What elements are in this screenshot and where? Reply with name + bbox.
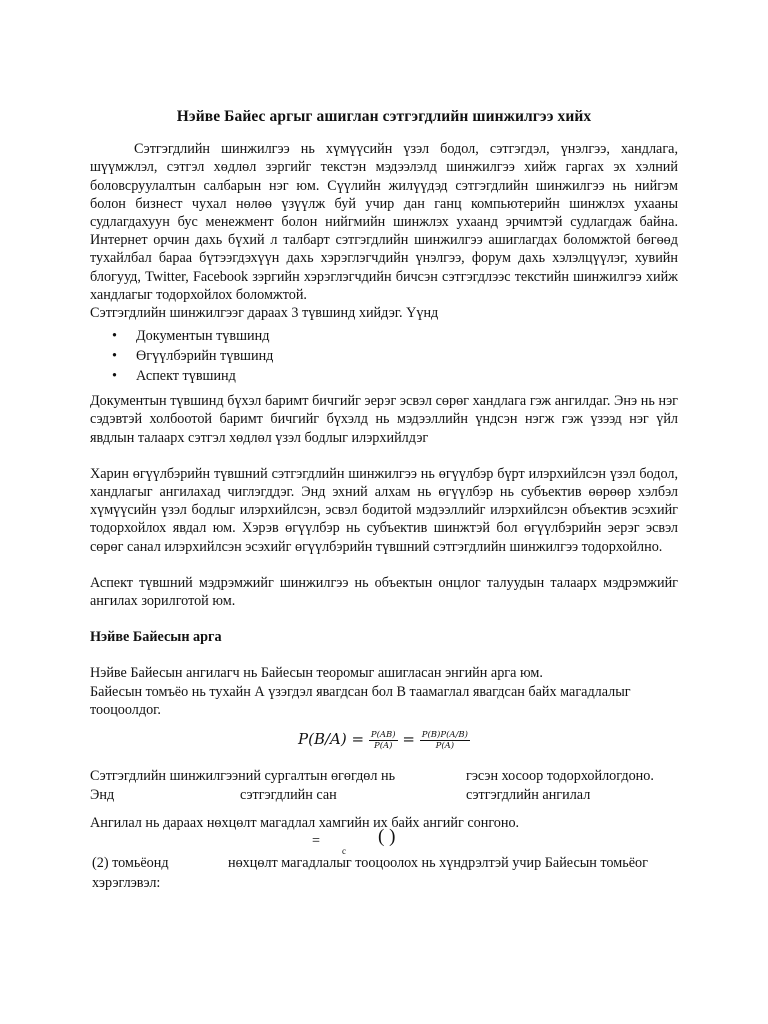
fraction-denominator: P(A) [373,740,393,751]
bayes-formula [90,725,678,753]
where-label: Энд [90,787,115,804]
where-line [90,786,678,805]
formula2-continuation: хэрэглэвэл: [92,875,161,892]
training-line-text: Сэтгэгдлийн шинжилгээний сургалтын өгөгдөл нь [90,768,396,785]
argmax-equals: = [312,833,321,850]
training-line-suffix: гэсэн хосоор тодорхойлогдоно. [466,768,654,785]
argmax-subscript: c [342,846,346,857]
list-item: • Аспект түвшинд [136,366,678,386]
levels-list [90,326,678,386]
formula2-line [92,854,678,874]
fraction-numerator: P(B)P(A/B) [421,729,468,740]
section-heading: Нэйве Байесын арга [90,629,222,646]
argmax-parens: ( ) [378,826,396,848]
argmax-formula [90,826,678,857]
fraction-numerator: P(AB) [370,729,396,740]
document-page [90,108,678,892]
sentence-level-paragraph: Харин өгүүлбэрийн түвшний сэтгэгдлийн шинжилгээ нь өгүүлбэр бүрт илэрхийлсэн үзэл бодол, хандлагыг ангилахад чиглэгддэг. Энд эхний алхам нь өгүүлбэр нь субъектив өөрөөр хэлбэл хүмүүсийн үзэл бодлыг илэрхийлсэн, эсвэл бодитой мэдээллийг илэрхийлсэн объектив эсэхийг тодорхойлох явдал юм. Хэрэв өгүүлбэр нь субъектив шинжтэй бол өгүүлбэрийн эерэг эсвэл сөрөг санал илэрхийлсэн эсэхийг өгүүлбэрийн түвшний сэтгэгдлийн шинжилгээ тодорхойлно. [90,465,678,555]
list-item: • Өгүүлбэрийн түвшинд [136,346,678,366]
intro-paragraph: Сэтгэгдлийн шинжилгээ нь хүмүүсийн үзэл бодол, сэтгэгдэл, үнэлгээ, хандлага, шүүмжлэл, сэтгэл хөдлөл зэргийг текстэн мэдээлэлд шинжилгээ хийж гаргах эх хэлний боловсруулалтын салбарын нэг юм. Сүүлийн жилүүдэд сэтгэгдлийн шинжилгээ нь нийгэм болон бизнест чухал нөлөө үзүүлж буй учир дан ганц компьютерийн шинжлэх ухааны судлагдахуун бус менежмент болон нийгмийн шинжлэх ухаанд эрчимтэй судлагдаж байна. Интернет орчин дахь бүхий л талбарт сэтгэгдлийн шинжилгээ ашиглагдах боломжтой бөгөөд тухайлбал бараа бүтээгдэхүүн дахь хэрэглэгчдийн үнэлгээ, форум дахь хэлэлцүүлэг, хувийн блогууд, Twitter, Facebook зэргийн хэрэглэгчдийн бичсэн сэтгэгдлээс текстийн шинжилгээ хийж хандлагыг тодорхойлох боломжтой. [90,141,678,303]
nb-line-2: Байесын томъёо нь тухайн А үзэгдэл явагдсан бол В таамаглал явагдсан байх магадлалыг тооцоолдог. [90,683,631,718]
where-corpus: сэтгэгдлийн сан [240,787,337,804]
formula-fraction-2 [420,730,470,751]
fraction-denominator: P(A) [435,740,455,751]
formula2-text: нөхцөлт магадлалыг тооцоолох нь хүндрэлтэй учир Байесын томьёог [228,855,648,872]
training-data-line [90,767,678,786]
nb-line-1: Нэйве Байесын ангилагч нь Байесын теоромыг ашигласан энгийн арга юм. [90,665,543,682]
where-class: сэтгэгдлийн ангилал [466,787,591,804]
document-title: Нэйве Байес аргыг ашиглан сэтгэгдлийн шинжилгээ хийх [176,108,592,125]
document-level-paragraph: Документын түвшинд бүхэл баримт бичгийг эерэг эсвэл сөрөг хандлага гэж ангилдаг. Энэ нь нэг сэдэвтэй холбоотой баримт бичгийг бүхэлд нь мэдээллийн үндсэн нэгж гэж үзээд нэг үйл явдлын талаарх сэтгэл хөдлөл үзэл бодлыг илэрхийлдэг [90,393,678,446]
aspect-level-paragraph: Аспект түвшний мэдрэмжийг шинжилгээ нь объектын онцлог талуудын талаарх мэдрэмжийг ангилах зорилготой юм. [90,574,678,610]
formula-equals: = [402,730,415,749]
list-item: • Документын түвшинд [136,326,678,346]
formula-lhs: P(B/A) = [298,730,365,749]
levels-intro: Сэтгэгдлийн шинжилгээг дараах 3 түвшинд хийдэг. Үүнд [90,305,439,322]
formula-fraction-1 [369,730,398,751]
formula2-label: (2) томьёонд [92,855,169,872]
class-line: Ангилал нь дараах нөхцөлт магадлал хамгийн их байх ангийг сонгоно. [90,815,520,832]
